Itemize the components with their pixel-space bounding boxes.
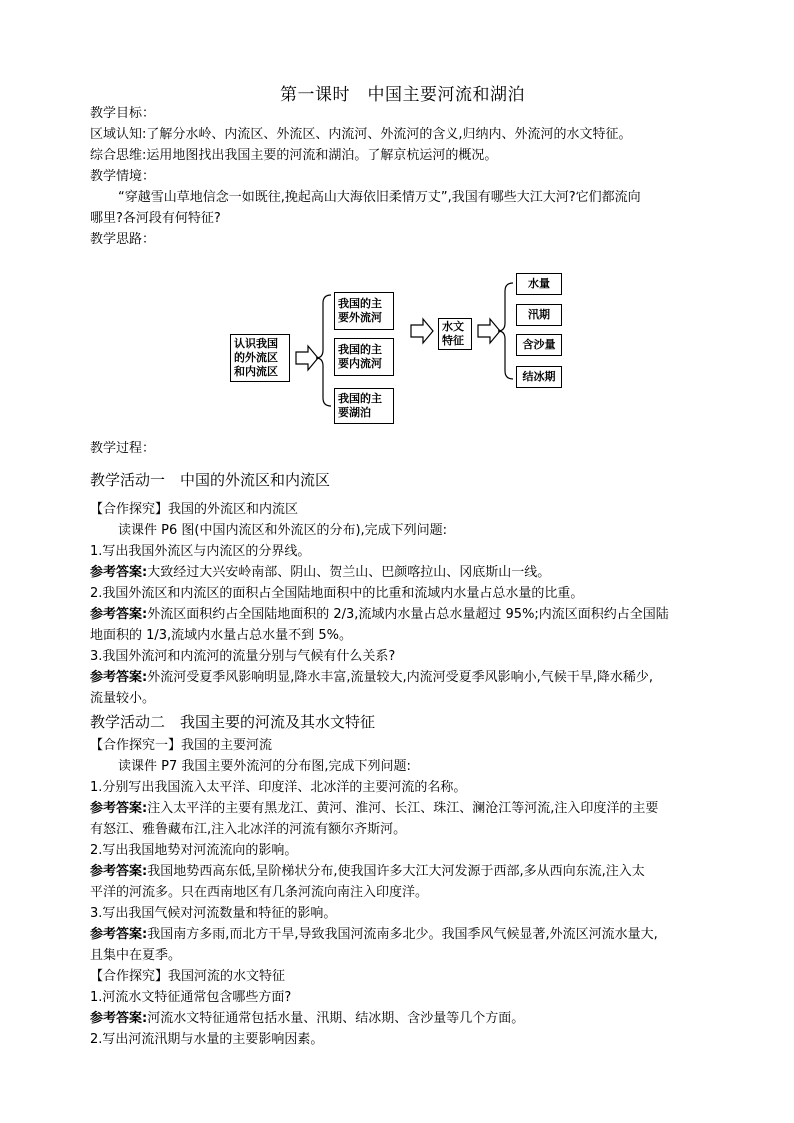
teaching-flow-diagram (230, 268, 570, 428)
answer-label: 参考答案: (90, 801, 148, 816)
objective-line-2: 综合思维:运用地图找出我国主要的河流和湖泊。了解京杭运河的概况。 (90, 148, 498, 163)
answer-label: 参考答案: (90, 565, 148, 580)
situation-line-2: 哪里?各河段有何特征? (90, 211, 221, 226)
explore-title: 我国河流的水文特征 (168, 969, 286, 984)
activity-1-heading: 教学活动一 中国的外流区和内流区 (90, 471, 331, 489)
answer-text: 注入太平洋的主要有黑龙江、黄河、淮河、长江、珠江、澜沧江等河流,注入印度洋的主要 (147, 801, 659, 816)
activity-1-explore (90, 500, 298, 520)
answer-text: 我国地势西高东低,呈阶梯状分布,使我国许多大江大河发源于西部,多从西向东流,注入太 (147, 864, 645, 879)
box-major-outflow-rivers: 我国的主要外流河 (334, 292, 394, 330)
answer-label: 参考答案: (90, 927, 148, 942)
activity-2-explore-1 (90, 736, 272, 756)
brace-left-icon (316, 295, 331, 406)
answer-label: 参考答案: (90, 864, 148, 879)
activity-2-q4: 1.河流水文特征通常包含哪些方面? (90, 990, 292, 1005)
answer-text: 外流区面积约占全国陆地面积的 2/3,流域内水量占总水量超过 95%;内流区面积约占全国陆 (147, 607, 669, 622)
arrow-2-icon (411, 319, 433, 343)
situation-line-1: “穿越雪山草地信念一如既往,挽起高山大海依旧柔情万丈”,我国有哪些大江大河?它们都流向 (118, 190, 641, 205)
thinking-heading: 教学思路： (90, 232, 156, 247)
activity-1-a3-cont: 流量较小。 (90, 691, 156, 706)
explore-title: 我国的外流区和内流区 (168, 502, 299, 517)
explore-tag: 【合作探究】 (90, 502, 169, 517)
brace-right-icon (498, 283, 513, 379)
box-sediment: 含沙量 (516, 334, 562, 356)
activity-1-q2: 2.我国外流区和内流区的面积占全国陆地面积中的比重和流域内水量占总水量的比重。 (90, 586, 584, 601)
answer-text: 大致经过大兴安岭南部、阴山、贺兰山、巴颜喀拉山、冈底斯山一线。 (147, 565, 551, 580)
answer-text: 河流水文特征通常包括水量、汛期、结冰期、含沙量等几个方面。 (147, 1011, 525, 1026)
explore-tag: 【合作探究一】 (90, 738, 182, 753)
process-heading: 教学过程： (90, 441, 156, 456)
box-flood-season: 汛期 (516, 304, 562, 326)
activity-2-a2-cont: 平洋的河流多。只在西南地区有几条河流向南注入印度洋。 (90, 885, 429, 900)
box-hydrologic-features: 水文特征 (438, 318, 472, 350)
activity-2-q2: 2.写出我国地势对河流流向的影响。 (90, 843, 298, 858)
objective-line-1: 区域认知:了解分水岭、内流区、外流区、内流河、外流河的含义,归纳内、外流河的水文特征。 (90, 127, 632, 142)
activity-2-a3 (90, 925, 658, 945)
activity-1-read: 读课件 P6 图(中国内流区和外流区的分布),完成下列问题: (118, 523, 448, 538)
explore-title: 我国的主要河流 (181, 738, 273, 753)
answer-label: 参考答案: (90, 670, 148, 685)
activity-1-a2-cont: 地面积的 1/3,流域内水量占总水量不到 5%。 (90, 628, 352, 643)
answer-text: 外流河受夏季风影响明显,降水丰富,流量较大,内流河受夏季风影响小,气候干旱,降水稀少, (147, 670, 653, 685)
activity-1-q1: 1.写出我国外流区与内流区的分界线。 (90, 544, 311, 559)
activity-1-a3 (90, 668, 653, 688)
box-outflow-inflow-regions: 认识我国的外流区和内流区 (230, 334, 290, 382)
answer-text: 我国南方多雨,而北方干旱,导致我国河流南多北少。我国季风气候显著,外流区河流水量大, (147, 927, 658, 942)
activity-1-q3: 3.我国外流河和内流河的流量分别与气候有什么关系? (90, 649, 396, 664)
page-title: 第一课时 中国主要河流和湖泊 (280, 85, 525, 105)
activity-2-q1: 1.分别写出我国流入太平洋、印度洋、北冰洋的主要河流的名称。 (90, 780, 467, 795)
box-water-volume: 水量 (516, 273, 562, 295)
answer-label: 参考答案: (90, 1011, 148, 1026)
activity-2-explore-2 (90, 967, 285, 987)
activity-2-a2 (90, 862, 645, 882)
activity-2-heading: 教学活动二 我国主要的河流及其水文特征 (90, 713, 376, 731)
objectives-heading: 教学目标： (90, 106, 156, 121)
answer-label: 参考答案: (90, 607, 148, 622)
activity-2-a4 (90, 1009, 524, 1029)
activity-1-a1 (90, 563, 550, 583)
situation-heading: 教学情境： (90, 169, 156, 184)
activity-2-a3-cont: 且集中在夏季。 (90, 948, 182, 963)
activity-1-a2 (90, 605, 669, 625)
box-major-lakes: 我国的主要湖泊 (334, 388, 394, 424)
activity-2-q5: 2.写出河流汛期与水量的主要影响因素。 (90, 1032, 324, 1047)
activity-2-q3: 3.写出我国气候对河流数量和特征的影响。 (90, 906, 337, 921)
arrow-3-icon (478, 319, 500, 343)
box-major-inland-rivers: 我国的主要内流河 (334, 338, 394, 376)
activity-2-a1 (90, 799, 658, 819)
box-freeze-period: 结冰期 (516, 366, 562, 388)
activity-2-read: 读课件 P7 我国主要外流河的分布图,完成下列问题: (118, 759, 411, 774)
activity-2-a1-cont: 有怒江、雅鲁藏布江,注入北冰洋的河流有额尔齐斯河。 (90, 822, 407, 837)
arrow-1-icon (296, 346, 318, 370)
explore-tag: 【合作探究】 (90, 969, 169, 984)
